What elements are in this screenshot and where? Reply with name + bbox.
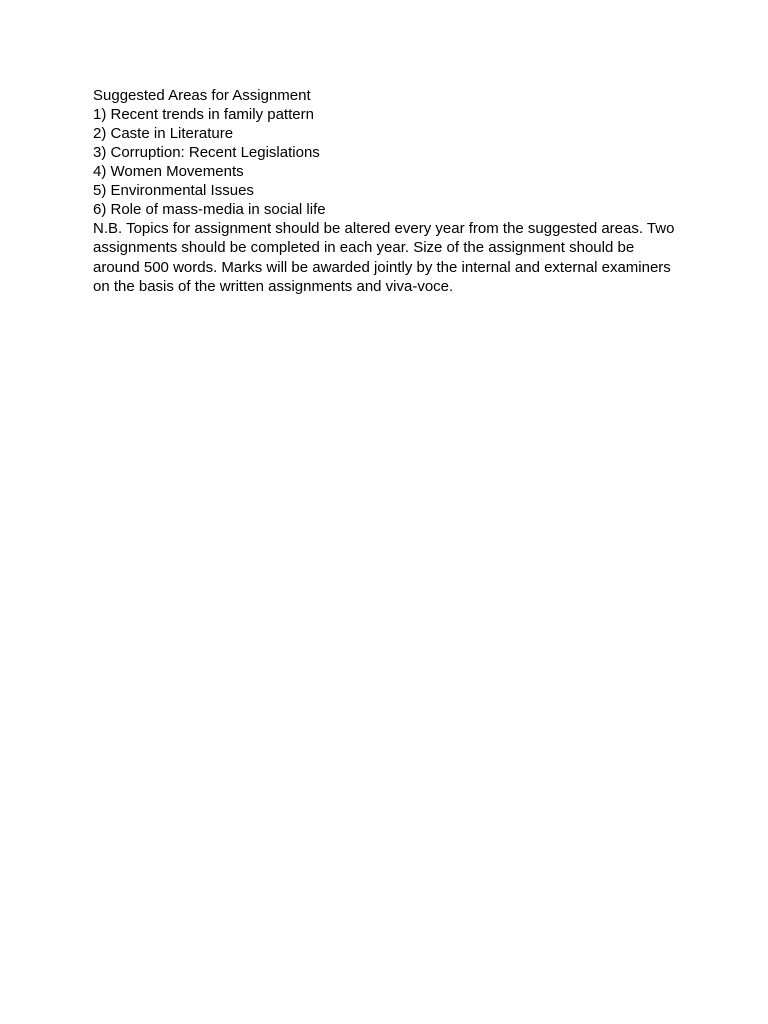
list-item: 5) Environmental Issues	[93, 182, 254, 199]
document-page	[93, 86, 693, 296]
note-paragraph: N.B. Topics for assignment should be altered every year from the suggested areas. Two assignments should be completed in each year. Size of the assignment should be around 500 words. Marks will be awarded jointly by the internal and external examiners on the basis of the written assignments and viva-voce.	[93, 220, 675, 295]
list-item: 6) Role of mass-media in social life	[93, 201, 326, 218]
list-item: 3) Corruption: Recent Legislations	[93, 144, 320, 161]
list-item: 1) Recent trends in family pattern	[93, 106, 314, 123]
list-item: 2) Caste in Literature	[93, 125, 234, 142]
list-item: 4) Women Movements	[93, 163, 244, 180]
page-heading: Suggested Areas for Assignment	[93, 87, 311, 104]
